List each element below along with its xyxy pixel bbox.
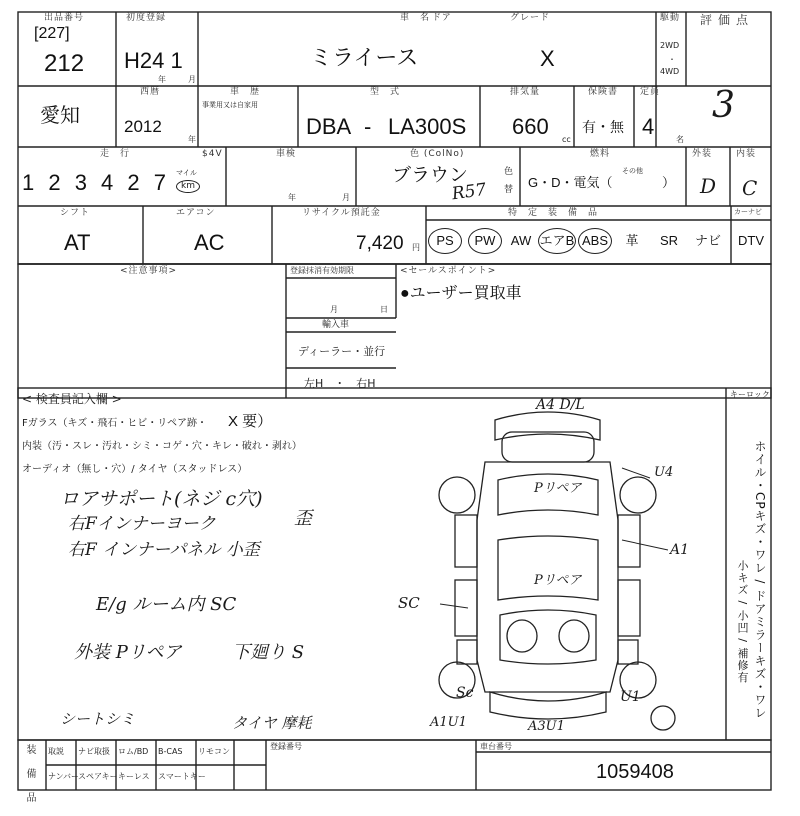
label-grade: グレード [510, 13, 551, 23]
footer-item: ロム/BD [118, 747, 149, 756]
footer-item: ナンバー [48, 772, 80, 781]
label-seats: 定員 [640, 87, 661, 97]
label-ac: エアコン [176, 208, 216, 218]
model-prefix: DBA [306, 114, 352, 139]
history-note: 事業用又は自家用 [202, 101, 258, 109]
year: 2012 [124, 117, 162, 136]
car-name: ミライース [310, 45, 419, 70]
label-reg-no: 登録番号 [270, 742, 302, 751]
hand-note-3: 右F インナーパネル 小歪 [68, 540, 260, 560]
label-navi: カーナビ [734, 208, 762, 216]
interior-line: 内装（汚・スレ・汚れ・シミ・コゲ・穴・キレ・破れ・剥れ） [22, 441, 302, 452]
footer-item: B-CAS [158, 747, 183, 756]
first-reg: H24 1 [124, 48, 183, 73]
import-dealer: ディーラー・並行 [298, 345, 386, 358]
label-equip: 装備品 [24, 744, 35, 816]
mark-rear-2: A3U1 [528, 719, 565, 734]
drive-2wd: 2WD [660, 41, 680, 50]
fuel-other: その他 [622, 167, 643, 175]
mark-a1: A1 [670, 542, 690, 558]
unit-km: km [176, 180, 200, 193]
label-interior: 内装 [736, 149, 757, 159]
label-first-reg: 初度登録 [126, 13, 167, 23]
label-caution: <注意事項> [120, 266, 178, 276]
glass-line: Fガラス（キズ・飛石・ヒビ・リペア跡・ [22, 418, 208, 429]
equipment-item: ABS [578, 228, 612, 254]
cc: 660 [512, 114, 549, 139]
equipment-item: 革 [625, 233, 639, 248]
label-fuel: 燃料 [590, 149, 611, 159]
side-legend-2: 小キズ / 小凹 / 補修有 [736, 560, 749, 684]
hand-note-1: ロアサポート(ネジ c穴) [60, 488, 263, 510]
ac: AC [194, 230, 225, 255]
label-cc: 排気量 [510, 87, 541, 97]
hand-note-5: 外装 Pリペア [74, 642, 182, 663]
drive-separator: ・ [668, 55, 676, 64]
label-year: 西暦 [140, 87, 161, 97]
equipment-item: PW [468, 228, 502, 254]
label-exterior: 外装 [692, 149, 713, 159]
footer-item: キーレス [118, 772, 150, 781]
equipment-item: ナビ [694, 233, 721, 248]
expiry-month: 月 [330, 305, 338, 314]
interior: C [742, 176, 758, 200]
model-code: LA300S [388, 114, 467, 139]
footer-item: スマートキー [158, 772, 206, 781]
color-change-a: 色 [504, 167, 514, 177]
label-drive: 駆動 [660, 13, 681, 23]
shaken-year: 年 [288, 193, 296, 202]
color: ブラウン [392, 165, 469, 186]
fuel: G・D・電気（ [528, 175, 613, 190]
equipment-item: エアB [538, 228, 576, 254]
label-shaken-mark: $4V [202, 149, 223, 159]
label-expiry: 登録抹消有効期限 [290, 266, 354, 275]
hand-note-7: シートシミ [60, 710, 136, 728]
color-code: R57 [450, 179, 488, 205]
year-unit: 年 [188, 135, 196, 144]
equipment-item: PS [428, 228, 462, 254]
label-history: 車 歴 [230, 87, 261, 97]
steering: 左H ・ 右H [304, 377, 376, 390]
grade: X [540, 46, 555, 71]
recycle-unit: 円 [412, 243, 420, 252]
color-change-b: 替 [504, 185, 514, 195]
footer-item: スペアキー [78, 772, 118, 781]
hand-note-8: タイヤ 摩耗 [232, 714, 312, 732]
recycle: 7,420 [356, 233, 404, 254]
footer-item: ナビ取扱 [78, 747, 110, 756]
label-mileage: 走 行 [100, 149, 131, 159]
hand-note-4: E/g ルーム内 SC [96, 594, 237, 615]
region: 愛知 [40, 105, 80, 127]
label-recycle: リサイクル預託金 [302, 208, 381, 218]
side-legend: ホイル・CPキズ・ワレ / ドアミラーキズ・ワレ [753, 440, 767, 720]
mark-rear: A1U1 [430, 715, 467, 730]
lot-number: 212 [44, 50, 85, 77]
label-equipment: 特 定 装 備 品 [508, 208, 599, 218]
first-reg-unit-year: 年 [158, 75, 166, 84]
unit-mile: マイル [176, 169, 197, 177]
score: 3 [712, 85, 735, 126]
footer-item: リモコン [198, 747, 230, 756]
equipment-item: SR [659, 233, 679, 248]
label-shaken: 車検 [276, 149, 297, 159]
shaken-month: 月 [342, 193, 350, 202]
cc-unit: cc [562, 135, 571, 144]
chassis-number: 1059408 [596, 761, 674, 783]
label-inspector: < 検査員記入欄 > [22, 392, 122, 406]
footer-item: 取説 [48, 747, 64, 756]
lot-no: [227] [34, 25, 70, 42]
seats: 4 [642, 114, 655, 139]
insurance: 有・無 [582, 119, 624, 135]
sales-point: ●ユーザー買取車 [400, 285, 522, 302]
mark-u4: U4 [654, 465, 674, 480]
hand-note-1b: 歪 [294, 508, 312, 529]
label-keylock: キーロック [730, 390, 770, 399]
shift: AT [64, 230, 91, 255]
label-shift: シフト [60, 208, 91, 218]
audio-line: オーディオ（無し・穴）/ タイヤ（スタッドレス） [22, 464, 248, 475]
label-insurance: 保険書 [588, 87, 619, 97]
label-sales: <セールスポイント> [400, 266, 497, 276]
mark-sc-2: Sc [456, 685, 474, 701]
mark-repair-1: Pリペア [534, 481, 582, 496]
label-door: ドア [432, 13, 452, 23]
label-color: 色 (ColNo) [410, 149, 465, 159]
equipment-item: DTV [738, 233, 764, 248]
first-reg-unit-month: 月 [188, 75, 196, 84]
mark-repair-2: Pリペア [534, 573, 582, 588]
label-score: 評価点 [700, 13, 755, 27]
hand-note-2: 右Fインナーヨーク [68, 514, 216, 534]
mark-sc: SC [398, 594, 420, 612]
mark-u1: U1 [620, 689, 641, 705]
equipment-item: AW [510, 233, 532, 248]
mark-front: A4 D/L [536, 397, 585, 413]
expiry-day: 日 [380, 305, 388, 314]
hand-note-6: 下廻り S [232, 642, 305, 663]
glass-mark: X 要） [228, 413, 273, 430]
fuel-close: ） [662, 175, 676, 190]
seats-unit: 名 [676, 135, 684, 144]
label-car-name: 車 名 [400, 13, 431, 23]
exterior: D [700, 174, 717, 198]
label-import: 輸入車 [322, 320, 350, 330]
label-model: 型 式 [370, 87, 401, 97]
model-dash: - [364, 114, 372, 139]
drive-4wd: 4WD [660, 67, 680, 76]
label-chassis: 車台番号 [480, 742, 512, 751]
mileage: 1 2 3 4 2 7 [22, 170, 170, 195]
label-auction: 出品番号 [44, 13, 85, 23]
